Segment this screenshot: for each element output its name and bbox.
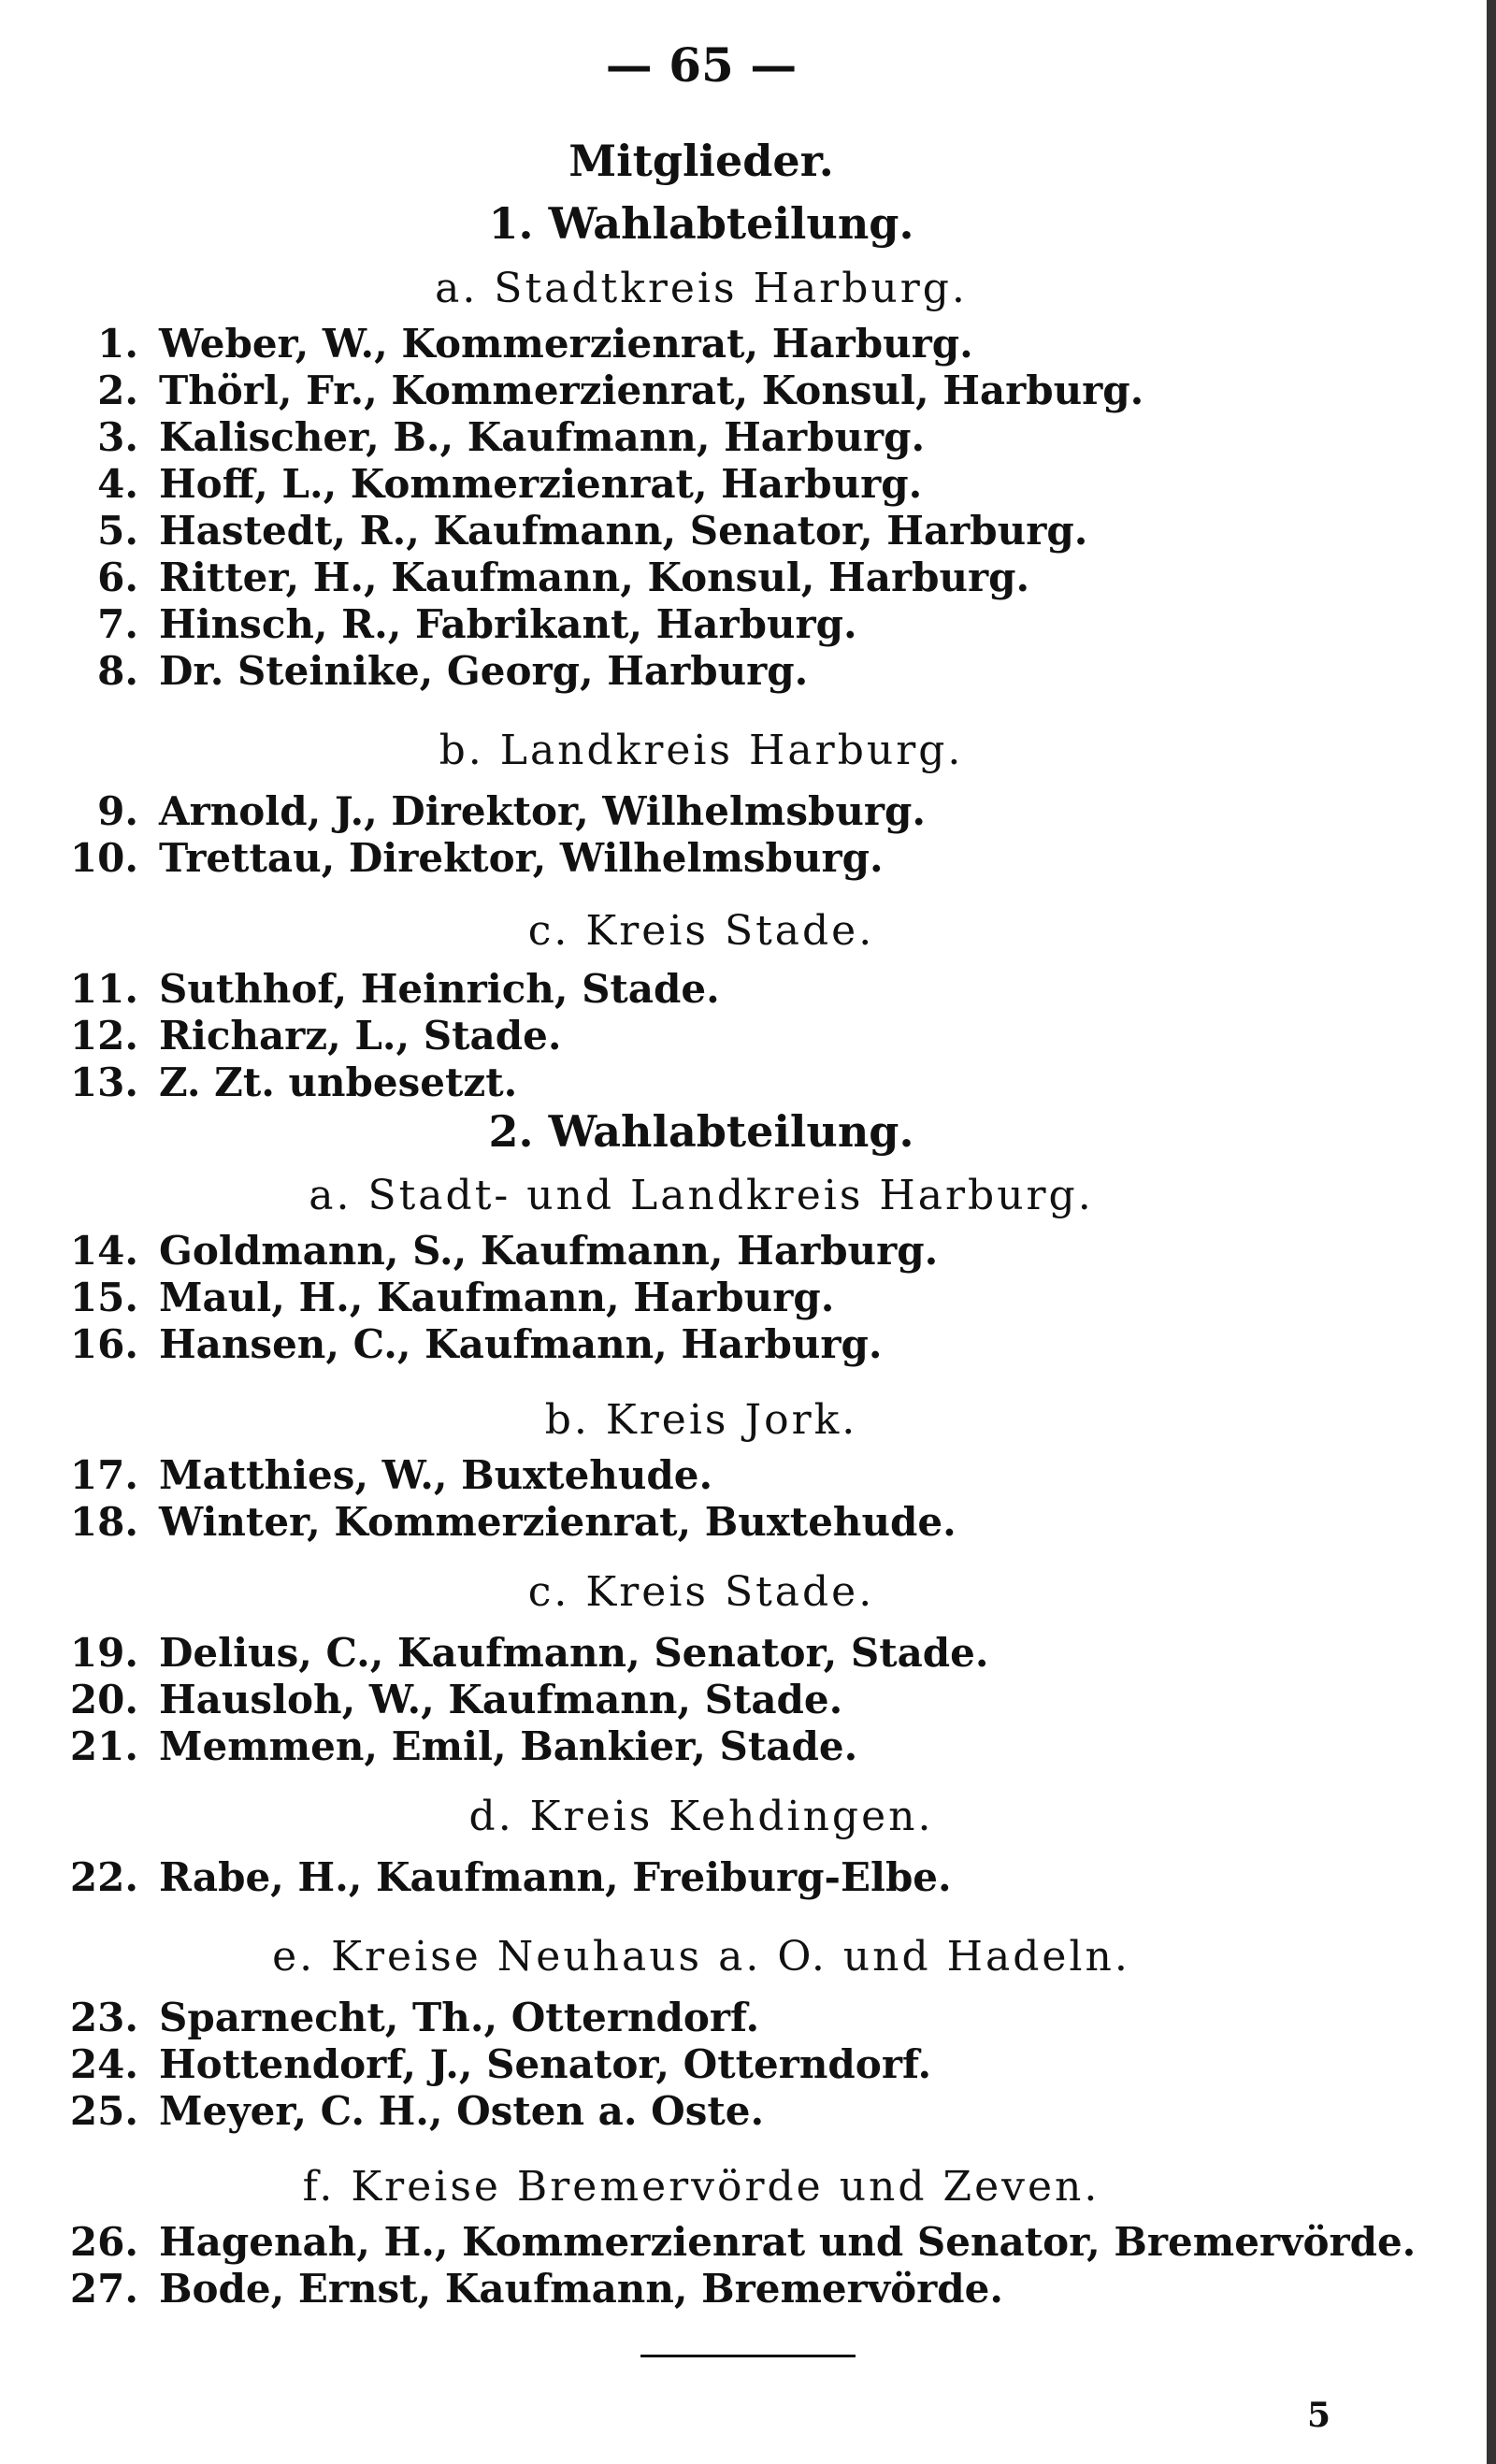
list-item [0,1630,989,1676]
entry-number: 5. [97,508,138,554]
list-item [0,321,973,367]
list-item [0,1228,938,1274]
entry-number: 9. [97,788,138,834]
list-item [0,461,922,507]
entry-text: Kalischer, B., Kaufmann, Harburg. [159,414,926,460]
list-item [0,1677,842,1722]
entry-text: Memmen, Emil, Bankier, Stade. [159,1723,858,1769]
group-label: c. Kreis Stade. [527,1568,875,1616]
entry-number: 11. [69,966,138,1012]
list-item [0,555,1029,600]
entry-text: Suthhof, Heinrich, Stade. [159,966,720,1012]
entry-text: Hottendorf, J., Senator, Otterndorf. [159,2041,932,2087]
entry-text: Winter, Kommerzienrat, Buxtehude. [159,1499,957,1545]
list-item [0,414,925,460]
entry-text: Ritter, H., Kaufmann, Konsul, Harburg. [159,555,1030,600]
entry-text: Delius, C., Kaufmann, Senator, Stade. [159,1630,989,1676]
entry-number: 15. [69,1275,138,1320]
list-item [0,648,808,694]
list-item [0,1059,517,1105]
entry-number: 25. [69,2088,138,2134]
list-item [0,2219,1416,2265]
entry-text: Sparnecht, Th., Otterndorf. [159,1995,760,2040]
list-item [0,1723,857,1769]
list-item [0,788,926,834]
entry-number: 24. [69,2041,138,2087]
entry-text: Hoff, L., Kommerzienrat, Harburg. [159,461,923,507]
entry-number: 14. [69,1228,138,1274]
entry-text: Bode, Ernst, Kaufmann, Bremervörde. [159,2266,1003,2312]
page-number: — 65 — [605,37,798,93]
entry-number: 6. [97,555,138,600]
list-item [0,1452,712,1498]
entry-text: Trettau, Direktor, Wilhelmsburg. [159,835,884,881]
entry-number: 4. [97,461,138,507]
list-item [0,835,884,881]
entry-text: Goldmann, S., Kaufmann, Harburg. [159,1228,939,1274]
entry-number: 8. [97,648,138,694]
list-item [0,1854,952,1900]
list-item [0,2266,1003,2312]
entry-text: Weber, W., Kommerzienrat, Harburg. [159,321,973,367]
entry-number: 19. [69,1630,138,1676]
entry-text: Hausloh, W., Kaufmann, Stade. [159,1677,843,1722]
list-item [0,2041,931,2087]
entry-text: Matthies, W., Buxtehude. [159,1452,713,1498]
group-label: d. Kreis Kehdingen. [468,1793,934,1840]
entry-number: 21. [69,1723,138,1769]
group-label: a. Stadt- und Landkreis Harburg. [309,1172,1094,1219]
list-item [0,2088,764,2134]
entry-text: Hansen, C., Kaufmann, Harburg. [159,1321,883,1367]
entry-number: 23. [69,1995,138,2040]
list-item [0,1995,759,2040]
entry-number: 17. [69,1452,138,1498]
entry-number: 18. [69,1499,138,1545]
entry-number: 3. [97,414,138,460]
list-item [0,1013,561,1059]
entry-text: Rabe, H., Kaufmann, Freiburg-Elbe. [159,1854,952,1900]
group-label: e. Kreise Neuhaus a. O. und Hadeln. [272,1933,1130,1981]
entry-text: Meyer, C. H., Osten a. Oste. [159,2088,765,2134]
entry-number: 12. [69,1013,138,1059]
list-item [0,601,857,647]
list-item [0,508,1087,554]
list-item [0,966,720,1012]
entry-number: 10. [69,835,138,881]
section-heading: 2. Wahlabteilung. [488,1106,914,1157]
entry-number: 26. [69,2219,138,2265]
list-item [0,1321,882,1367]
group-label: b. Landkreis Harburg. [439,727,964,774]
entry-text: Arnold, J., Direktor, Wilhelmsburg. [159,788,927,834]
list-item [0,367,1144,413]
group-label: b. Kreis Jork. [544,1396,858,1444]
entry-text: Thörl, Fr., Kommerzienrat, Konsul, Harburg. [159,367,1144,413]
entry-text: Z. Zt. unbesetzt. [159,1059,518,1105]
entry-number: 13. [69,1059,138,1105]
entry-text: Hinsch, R., Fabrikant, Harburg. [159,601,857,647]
group-label: f. Kreise Bremervörde und Zeven. [302,2163,1100,2211]
entry-text: Hagenah, H., Kommerzienrat und Senator, Bremervörde. [159,2219,1417,2265]
entry-number: 27. [69,2266,138,2312]
binding-edge [1487,0,1496,2464]
entry-number: 7. [97,601,138,647]
list-item [0,1499,957,1545]
closing-rule [640,2355,856,2357]
entry-text: Dr. Steinike, Georg, Harburg. [159,648,809,694]
entry-text: Richarz, L., Stade. [159,1013,562,1059]
section-heading: 1. Wahlabteilung. [488,198,914,249]
printer-signature: 5 [1307,2396,1331,2435]
entry-text: Maul, H., Kaufmann, Harburg. [159,1275,835,1320]
entry-number: 16. [69,1321,138,1367]
list-item [0,1275,834,1320]
entry-text: Hastedt, R., Kaufmann, Senator, Harburg. [159,508,1088,554]
group-label: c. Kreis Stade. [527,907,875,955]
entry-number: 2. [97,367,138,413]
entry-number: 1. [97,321,138,367]
entry-number: 22. [69,1854,138,1900]
group-label: a. Stadtkreis Harburg. [435,265,968,312]
page-title: Mitglieder. [568,136,834,186]
entry-number: 20. [69,1677,138,1722]
